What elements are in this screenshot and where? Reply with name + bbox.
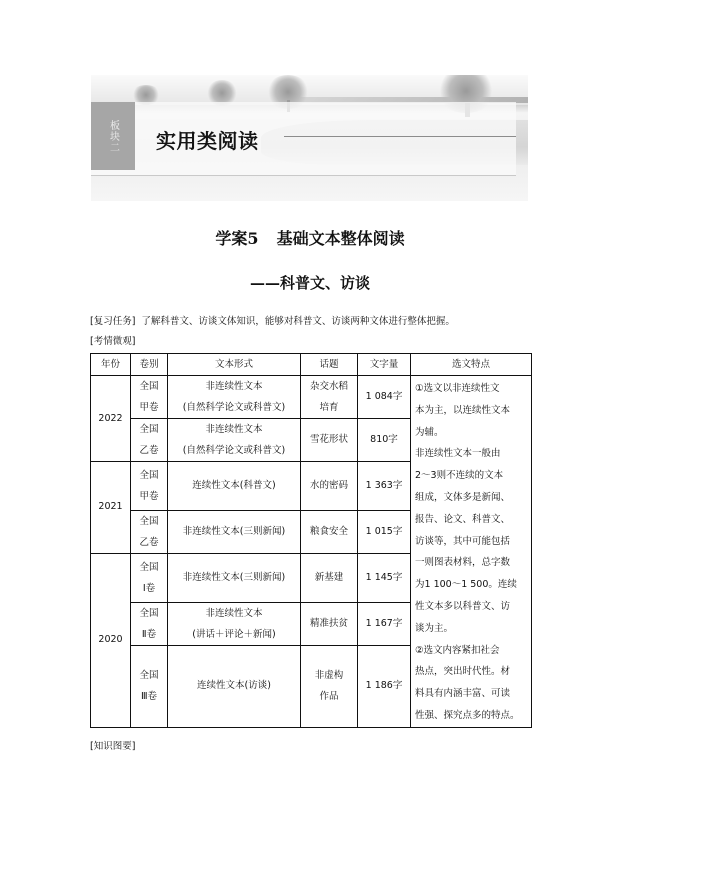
paper-cell: 全国 甲卷 [131,462,168,511]
header-year: 年份 [91,354,131,376]
topic-cell: 精准扶贫 [301,602,358,645]
form-cell: 非连续性文本 (自然科学论文或科普文) [168,419,301,462]
review-task-text: 了解科普文、访谈文体知识，能够对科普文、访谈两种文体进行整体把握。 [141,316,455,327]
header-features: 选文特点 [411,354,532,376]
exam-overview-label: [考情微观] [90,336,136,347]
words-cell: 1 363字 [358,462,411,511]
form-cell: 连续性文本(访谈) [168,645,301,727]
topic-cell: 非虚构 作品 [301,645,358,727]
year-cell: 2021 [91,462,131,554]
page-subtitle: ——科普文、访谈 [249,274,370,292]
features-cell: ①选文以非连续性文 本为主，以连续性文本 为辅。 非连续性文本一般由 2～3则不连续的文本 组成，文体多是新闻、 报告、论文、科普文、 访谈等，其中可能包括 一则图表材料，总字数 为1 100～1 500。连续 性文本多以科普文、访 谈为主。 ②选文内容紧扣社会 热点，突出时代性。材 料具有内涵丰富、可读 性强、探究点多的特点。 [411,376,532,728]
header-topic: 话题 [301,354,358,376]
words-cell: 1 084字 [358,376,411,419]
topic-cell: 新基建 [301,553,358,602]
words-cell: 1 015字 [358,510,411,553]
banner-panel [91,102,516,176]
paper-cell: 全国 乙卷 [131,510,168,553]
topic-cell: 杂交水稻 培育 [301,376,358,419]
form-cell: 连续性文本(科普文) [168,462,301,511]
title-prefix: 学案5 [215,229,259,248]
section-tag-label: 板块二 [107,119,119,153]
section-banner [91,75,528,201]
paper-cell: 全国 Ⅲ卷 [131,645,168,727]
words-cell: 810字 [358,419,411,462]
paper-cell: 全国 Ⅱ卷 [131,602,168,645]
review-task [90,313,455,327]
paper-cell: 全国 甲卷 [131,376,168,419]
knowledge-map-label: [知识图要] [90,741,136,752]
topic-cell: 雪花形状 [301,419,358,462]
page-title [0,226,620,249]
form-cell: 非连续性文本 (自然科学论文或科普文) [168,376,301,419]
form-cell: 非连续性文本(三则新闻) [168,510,301,553]
year-cell: 2020 [91,553,131,727]
table-header-row [91,354,532,376]
form-cell: 非连续性文本 (讲话＋评论＋新闻) [168,602,301,645]
title-main: 基础文本整体阅读 [276,229,405,248]
section-title: 实用类阅读 [156,129,259,153]
topic-cell: 水的密码 [301,462,358,511]
banner-rule [284,136,516,137]
section-tag [91,102,135,170]
words-cell: 1 145字 [358,553,411,602]
topic-cell: 粮食安全 [301,510,358,553]
review-task-label: [复习任务] [90,316,136,327]
header-paper: 卷别 [131,354,168,376]
table-row [91,376,532,419]
header-form: 文本形式 [168,354,301,376]
form-cell: 非连续性文本(三则新闻) [168,553,301,602]
header-words: 文字量 [358,354,411,376]
paper-cell: 全国 乙卷 [131,419,168,462]
exam-overview-table [90,353,532,728]
words-cell: 1 186字 [358,645,411,727]
words-cell: 1 167字 [358,602,411,645]
paper-cell: 全国 Ⅰ卷 [131,553,168,602]
year-cell: 2022 [91,376,131,462]
